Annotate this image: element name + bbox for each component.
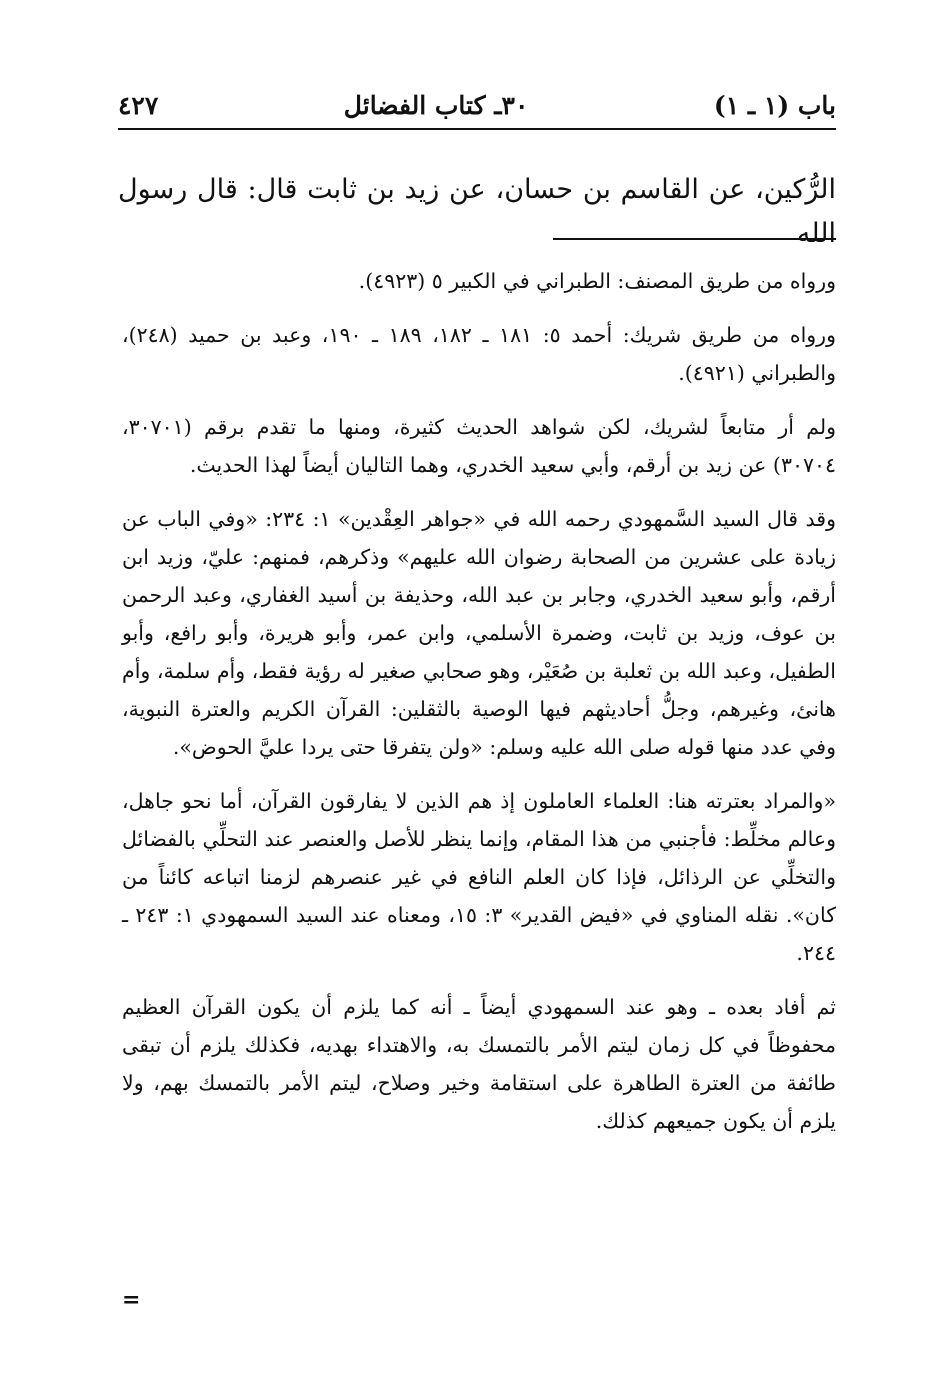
book-title: ٣٠ـ كتاب الفضائل [343,91,529,120]
chapter-reference: باب (١ ـ ١) [713,91,836,120]
page-header [118,86,836,130]
footnote-paragraph: ثم أفاد بعده ـ وهو عند السمهودي أيضاً ـ أنه كما يلزم أن يكون القرآن العظيم محفوظاً في كل زمان ليتم الأمر بالتمسك به، والاهتداء بهديه، فكذلك يلزم أن تبقى طائفة من العترة الطاهرة على استقامة وخير وصلاح، ليتم الأمر بالتمسك بهم، ولا يلزم أن يكون جميعهم كذلك. [122,995,836,1133]
continuation-mark: = [122,1287,141,1313]
footnote-paragraph: ورواه من طريق شريك: أحمد ٥: ١٨١ ـ ١٨٢، ١٨٩ ـ ١٩٠، وعبد بن حميد (٢٤٨)، والطبراني (٤٩٢١). [122,323,836,385]
footnote-paragraph: «والمراد بعترته هنا: العلماء العاملون إذ هم الذين لا يفارقون القرآن، أما نحو جاهل، وعالم مخلِّط: فأجنبي من هذا المقام، وإنما ينظر للأصل والعنصر عند التحلِّي بالفضائل والتخلِّي عن الرذائل، فإذا كان العلم النافع في غير عنصرهم لزمنا اتباعه كائناً من كان». نقله المناوي في «فيض القدير» ٣: ١٥، ومعناه عند السيد السمهودي ١: ٢٤٣ ـ ٢٤٤. [122,789,836,965]
footnote-separator [553,238,836,240]
footnote-paragraph: وقد قال السيد السَّمهودي رحمه الله في «جواهر العِقْدين» ١: ٢٣٤: «وفي الباب عن زيادة على عشرين من الصحابة رضوان الله عليهم» وذكرهم، فمنهم: عليّ، وزيد ابن أرقم، وأبو سعيد الخدري، وجابر بن عبد الله، وحذيفة بن أسيد الغفاري، وعبد الرحمن بن عوف، وزيد بن ثابت، وضمرة الأسلمي، وابن عمر، وأبو هريرة، وأبو رافع، وأبو الطفيل، وعبد الله بن ثعلبة بن صُعَيْر، وهو صحابي صغير له رؤية فقط، وأم سلمة، وأم هانئ، وغيرهم، وجلُّ أحاديثهم فيها الوصية بالثقلين: القرآن الكريم والعترة النبوية، وفي عدد منها قوله صلى الله عليه وسلم: «ولن يتفرقا حتى يردا عليَّ الحوض». [122,507,836,759]
main-text: الرُّكين، عن القاسم بن حسان، عن زيد بن ثابت قال: قال رسول الله [118,174,836,249]
footnotes [122,262,836,1156]
footnote-paragraph: ورواه من طريق المصنف: الطبراني في الكبير ٥ (٤٩٢٣). [358,269,836,293]
footnote-paragraph: ولم أر متابعاً لشريك، لكن شواهد الحديث كثيرة، ومنها ما تقدم برقم (٣٠٧٠١، ٣٠٧٠٤) عن زيد بن أرقم، وأبي سعيد الخدري، وهما التاليان أيضاً لهذا الحديث. [122,415,836,477]
page-number: ٤٢٧ [118,91,159,120]
